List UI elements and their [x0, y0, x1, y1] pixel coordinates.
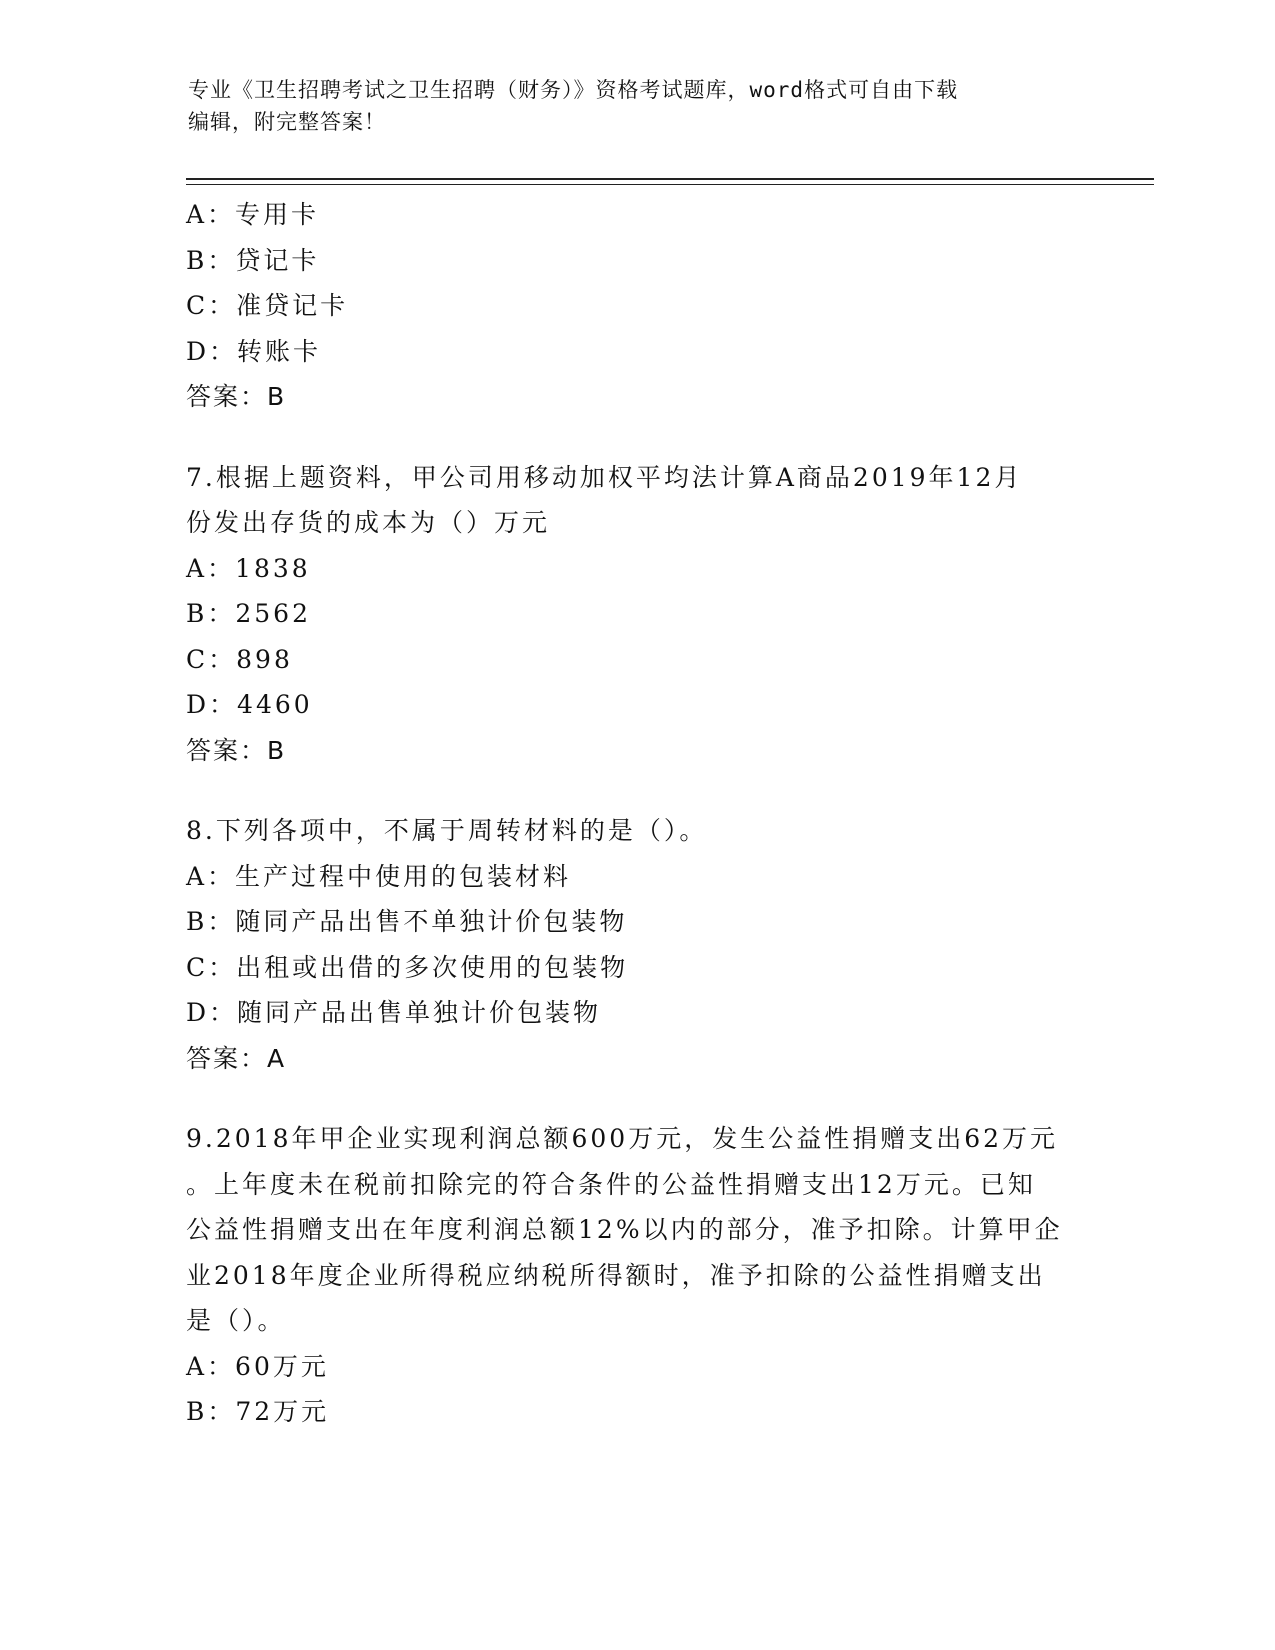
question-stem-line: 份发出存货的成本为（）万元 — [186, 508, 551, 537]
question-stem-line: 业2018年度企业所得税应纳税所得额时，准予扣除的公益性捐赠支出 — [186, 1260, 1046, 1290]
option-a: A：生产过程中使用的包装材料 — [186, 861, 572, 891]
document-header — [188, 74, 1088, 138]
question-9 — [186, 1116, 1086, 1435]
question-stem-line: 9.2018年甲企业实现利润总额600万元，发生公益性捐赠支出62万元 — [186, 1124, 1059, 1153]
answer-line: 答案：A — [186, 1043, 287, 1073]
question-content — [186, 192, 1086, 1435]
question-6 — [186, 192, 1086, 420]
header-line-1: 专业《卫生招聘考试之卫生招聘（财务）》资格考试题库，word格式可自由下载 — [188, 78, 959, 102]
question-8 — [186, 808, 1086, 1081]
option-d: D：转账卡 — [186, 336, 322, 366]
option-c: C：898 — [186, 644, 293, 674]
question-7 — [186, 455, 1086, 774]
option-b: B：72万元 — [186, 1397, 330, 1426]
answer-line: 答案：B — [186, 382, 287, 411]
option-a: A：1838 — [186, 553, 311, 583]
question-stem-line: 。上年度未在税前扣除完的符合条件的公益性捐赠支出12万元。已知 — [186, 1169, 1036, 1199]
option-b: B：贷记卡 — [186, 245, 320, 275]
option-a: A：60万元 — [186, 1351, 329, 1381]
question-stem-line: 7.根据上题资料，甲公司用移动加权平均法计算A商品2019年12月 — [186, 462, 1023, 492]
question-stem-line: 是（）。 — [186, 1306, 286, 1335]
option-c: C：准贷记卡 — [186, 291, 349, 320]
option-b: B：随同产品出售不单独计价包装物 — [186, 907, 628, 936]
header-divider-thin — [186, 184, 1154, 185]
option-b: B：2562 — [186, 599, 311, 628]
header-line-2: 编辑，附完整答案！ — [188, 110, 386, 134]
answer-line: 答案：B — [186, 735, 287, 765]
option-d: D：随同产品出售单独计价包装物 — [186, 998, 602, 1027]
option-d: D：4460 — [186, 690, 313, 719]
question-stem-line: 8.下列各项中，不属于周转材料的是（）。 — [186, 816, 708, 845]
option-c: C：出租或出借的多次使用的包装物 — [186, 952, 629, 982]
option-a: A：专用卡 — [186, 200, 320, 229]
header-divider — [186, 178, 1154, 180]
question-stem-line: 公益性捐赠支出在年度利润总额12%以内的部分，准予扣除。计算甲企 — [186, 1215, 1063, 1244]
